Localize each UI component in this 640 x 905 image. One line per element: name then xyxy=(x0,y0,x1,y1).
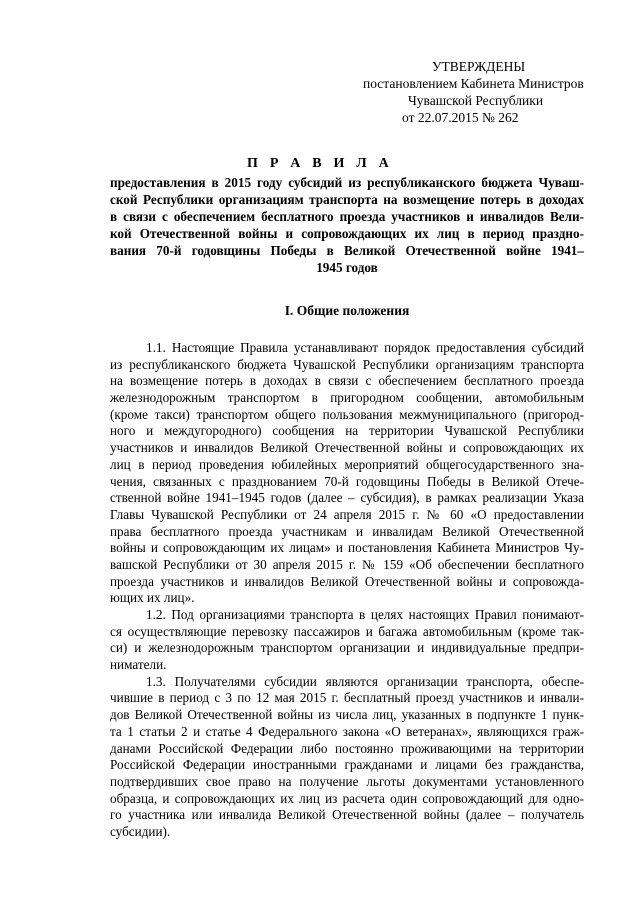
paragraph-line: (кроме такси) транспортом общего пользования межмуниципального (пригород- xyxy=(110,406,584,422)
document-subtitle xyxy=(110,174,584,276)
paragraph-line: войны и сопровождающим их лицам» и постановления Кабинета Министров Чу- xyxy=(110,540,584,556)
paragraph-line: вашской Республики от 30 апреля 2015 г. № 159 «Об обеспечении бесплатного xyxy=(110,556,584,572)
paragraph-line: образца, и сопровождающих их лиц из расчета один сопровождающий для одно- xyxy=(110,790,584,806)
paragraph-line: данами Российской Федерации либо постоянно проживающими на территории xyxy=(110,740,584,756)
document-body xyxy=(110,340,584,841)
paragraph-line: из республиканского бюджета Чувашской Республики организациям транспорта xyxy=(110,356,584,372)
approval-line: Чувашской Республики xyxy=(408,93,544,108)
approval-line: постановлением Кабинета Министров xyxy=(363,76,584,91)
paragraph-line: та 1 статьи 2 и статье 4 Федерального закона «О ветеранах», являющихся граж- xyxy=(110,723,584,739)
approval-line: от 22.07.2015 № 262 xyxy=(402,110,519,125)
subtitle-line: вания 70-й годовщины Победы в Великой Отечественной войне 1941– xyxy=(110,243,584,258)
subtitle-line: предоставления в 2015 году субсидий из республиканского бюджета Чуваш- xyxy=(110,175,584,190)
paragraph-line: участников и инвалидов Великой Отечественной войны и сопровождающих их xyxy=(110,440,584,456)
paragraph-line: си) и железнодорожным транспортом организации и индивидуальные предпри- xyxy=(110,640,584,656)
document-title: П Р А В И Л А xyxy=(247,156,393,171)
approval-line: УТВЕРЖДЕНЫ xyxy=(432,59,526,74)
paragraph-line: субсидии). xyxy=(110,823,171,839)
paragraph-line: дов Великой Отечественной войны из числа лиц, указанных в подпункте 1 пунк- xyxy=(110,707,584,723)
paragraph-line: ющих их лиц». xyxy=(110,590,195,606)
subtitle-line: кой Отечественной войны и сопровождающих их лиц в период праздно- xyxy=(110,226,584,241)
paragraph-line: чения, связанных с празднованием 70-й годовщины Победы в Великой Отече- xyxy=(110,473,584,489)
paragraph-line: 1.2. Под организациями транспорта в целях настоящих Правил понимают- xyxy=(146,607,584,622)
paragraph-line: ного и междугородного) сообщения на территории Чувашской Республики xyxy=(110,423,584,439)
paragraph-line: Российской Федерации иностранными гражданами и лицами без гражданства, xyxy=(110,757,584,773)
paragraph-line: ственной войне 1941–1945 годов (далее – субсидия), в рамках реализации Указа xyxy=(110,490,584,506)
paragraph-line: чившие в период с 3 по 12 мая 2015 г. бесплатный проезд участников и инвали- xyxy=(110,690,584,706)
paragraph-line: проезда участников и инвалидов Великой Отечественной войны и сопровожда- xyxy=(110,573,584,589)
paragraph-line: лиц в период проведения юбилейных мероприятий общегосударственного зна- xyxy=(110,456,584,472)
paragraph-line: подтвердивших свое право на получение льготы документами установленного xyxy=(110,773,584,789)
paragraph-line: 1.3. Получателями субсидии являются организации транспорта, обеспе- xyxy=(146,673,584,689)
paragraph-line: 1.1. Настоящие Правила устанавливают порядок предоставления субсидий xyxy=(146,340,584,355)
subtitle-line: 1945 годов xyxy=(316,260,378,275)
paragraph-line: права бесплатного проезда участникам и инвалидам Великой Отечественной xyxy=(110,523,584,539)
paragraph-line: на возмещение потерь в доходах в связи с обеспечением бесплатного проезда xyxy=(110,373,584,389)
paragraph-line: ся осуществляющие перевозку пассажиров и багажа автомобильным (кроме так- xyxy=(110,623,584,639)
approval-stamp xyxy=(340,58,600,126)
paragraph-line: го участника или инвалида Великой Отечественной войны (далее – получатель xyxy=(110,807,584,823)
subtitle-line: в связи с обеспечением бесплатного проезда участников и инвалидов Вели- xyxy=(110,209,584,224)
paragraph-line: железнодорожным транспортом в пригородном сообщении, автомобильным xyxy=(110,390,584,406)
paragraph-line: ниматели. xyxy=(110,657,167,673)
subtitle-line: ской Республики организациям транспорта на возмещение потерь в доходах xyxy=(110,192,584,207)
paragraph-line: Главы Чувашской Республики от 24 апреля 2015 г. № 60 «О предоставлении xyxy=(110,506,584,522)
section-heading: I. Общие положения xyxy=(284,303,410,318)
